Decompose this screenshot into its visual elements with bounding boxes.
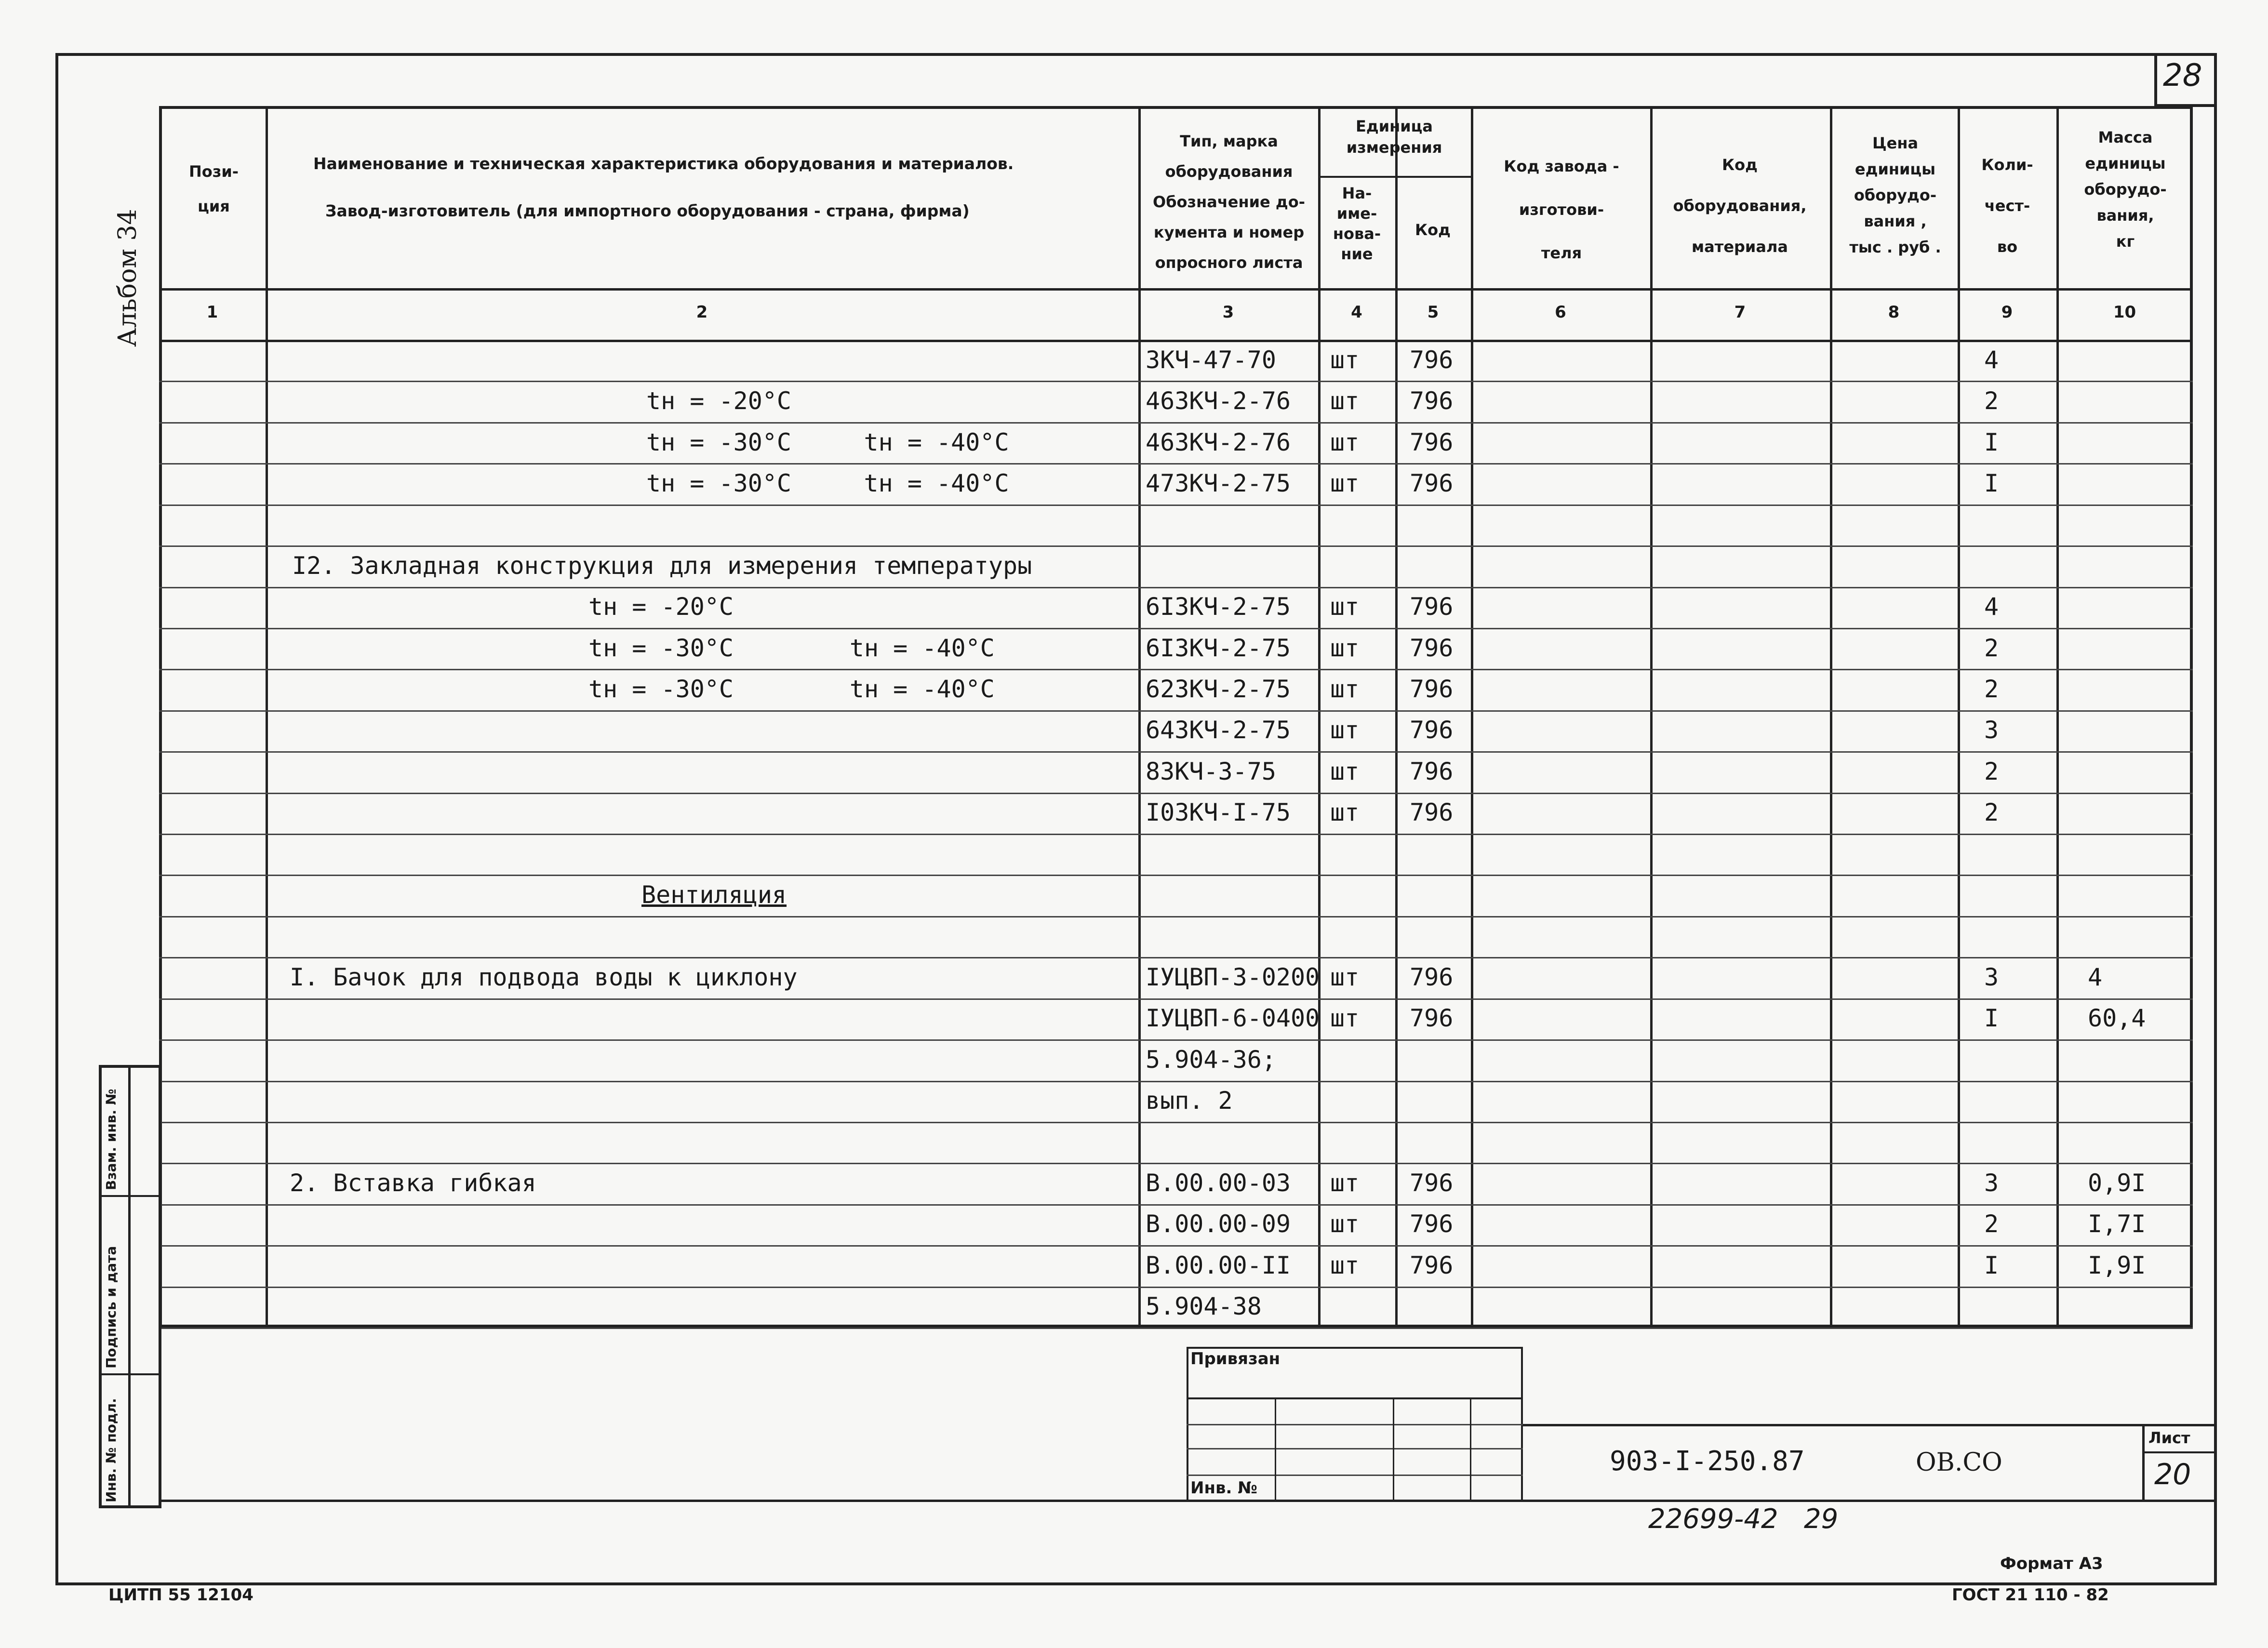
row-mass: I,7I xyxy=(2088,1210,2146,1238)
row-unit: шт xyxy=(1330,593,1360,621)
row-qty: 3 xyxy=(1984,963,1999,991)
row-unit: шт xyxy=(1330,675,1360,704)
row-name: tн = -20°С xyxy=(646,387,792,415)
row-unit-code: 796 xyxy=(1410,1210,1454,1238)
column-number: 2 xyxy=(696,303,708,322)
row-qty: 2 xyxy=(1984,798,1999,827)
row-unit-code: 796 xyxy=(1410,798,1454,827)
row-type: 83КЧ-3-75 xyxy=(1146,757,1276,785)
row-type: 3КЧ-47-70 xyxy=(1146,346,1276,374)
row-type: 623КЧ-2-75 xyxy=(1146,675,1291,704)
column-number: 3 xyxy=(1222,303,1234,322)
header-unit-name: На- име- нова- ние xyxy=(1333,184,1381,263)
row-divider xyxy=(159,793,2193,794)
column-number: 10 xyxy=(2113,303,2136,322)
format-label: Формат А3 xyxy=(2000,1554,2103,1573)
row-unit: шт xyxy=(1330,1004,1360,1033)
header-name-line1: Наименование и техническая характеристика оборудования и материалов. xyxy=(313,154,1014,173)
sheet-label: Лист xyxy=(2148,1429,2190,1447)
row-type: IУЦВП-3-0200 xyxy=(1146,963,1320,991)
row-type: IУЦВП-6-0400 xyxy=(1146,1004,1320,1033)
row-type: I03КЧ-I-75 xyxy=(1146,798,1291,827)
row-qty: 4 xyxy=(1984,593,1999,621)
row-divider xyxy=(159,505,2193,506)
row-type: 463КЧ-2-76 xyxy=(1146,387,1291,415)
row-name: 2. Вставка гибкая xyxy=(290,1169,536,1197)
row-name: tн = -30°С tн = -40°С xyxy=(646,469,1009,497)
header-unit: Единица измерения xyxy=(1346,117,1442,157)
row-divider xyxy=(159,1328,2193,1329)
row-divider xyxy=(159,916,2193,917)
side-label-vzam: Взам. инв. № xyxy=(103,1089,119,1190)
row-unit-code: 796 xyxy=(1410,593,1454,621)
row-divider xyxy=(159,545,2193,547)
column-number: 8 xyxy=(1888,303,1900,322)
row-unit: шт xyxy=(1330,757,1360,785)
row-unit: шт xyxy=(1330,963,1360,991)
row-qty: 2 xyxy=(1984,634,1999,662)
row-unit: шт xyxy=(1330,634,1360,662)
row-qty: 4 xyxy=(1984,346,1999,374)
row-divider xyxy=(159,751,2193,753)
row-name: tн = -20°С xyxy=(588,593,734,621)
row-name: tн = -30°С tн = -40°С xyxy=(588,634,995,662)
citp-label: ЦИТП 55 12104 xyxy=(108,1585,253,1605)
sheet-number: 20 xyxy=(2154,1458,2191,1491)
row-name: tн = -30°С tн = -40°С xyxy=(588,675,995,704)
row-unit-code: 796 xyxy=(1410,634,1454,662)
inv-label: Инв. № xyxy=(1190,1478,1258,1498)
row-divider xyxy=(159,834,2193,835)
row-qty: 2 xyxy=(1984,387,1999,415)
row-type: 5.904-36; xyxy=(1146,1045,1276,1074)
header-unit-code: Код xyxy=(1415,221,1451,239)
row-unit: шт xyxy=(1330,346,1360,374)
row-unit: шт xyxy=(1330,1210,1360,1238)
row-divider xyxy=(159,1122,2193,1123)
row-mass: 4 xyxy=(2088,963,2103,991)
bound-label: Привязан xyxy=(1190,1349,1281,1369)
row-divider xyxy=(159,710,2193,712)
row-qty: 2 xyxy=(1984,757,1999,785)
row-unit: шт xyxy=(1330,1251,1360,1279)
row-unit-code: 796 xyxy=(1410,428,1454,456)
album-label: Альбом 34 xyxy=(113,209,142,347)
row-unit-code: 796 xyxy=(1410,387,1454,415)
header-mass: Масса единицы оборудо- вания, кг xyxy=(2084,128,2167,251)
row-type: 6I3КЧ-2-75 xyxy=(1146,634,1291,662)
side-label-signature: Подпись и дата xyxy=(103,1246,119,1369)
row-type: 473КЧ-2-75 xyxy=(1146,469,1291,497)
column-number: 4 xyxy=(1351,303,1362,322)
row-unit-code: 796 xyxy=(1410,757,1454,785)
row-type: 643КЧ-2-75 xyxy=(1146,716,1291,744)
row-unit: шт xyxy=(1330,798,1360,827)
row-name: tн = -30°С tн = -40°С xyxy=(646,428,1009,456)
row-unit-code: 796 xyxy=(1410,716,1454,744)
row-qty: I xyxy=(1984,428,1999,456)
row-qty: 2 xyxy=(1984,675,1999,704)
row-type: 5.904-38 xyxy=(1146,1292,1262,1321)
row-unit: шт xyxy=(1330,1169,1360,1197)
column-number: 5 xyxy=(1427,303,1439,322)
column-number: 6 xyxy=(1555,303,1566,322)
row-qty: I xyxy=(1984,1004,1999,1033)
row-divider xyxy=(159,1081,2193,1082)
row-unit-code: 796 xyxy=(1410,1004,1454,1033)
header-factory-code: Код завода - изготови- теля xyxy=(1504,157,1619,262)
row-name: I2. Закладная конструкция для измерения температуры xyxy=(292,551,1032,580)
row-divider xyxy=(159,875,2193,876)
row-unit: шт xyxy=(1330,469,1360,497)
row-divider xyxy=(159,669,2193,670)
row-unit: шт xyxy=(1330,428,1360,456)
row-unit-code: 796 xyxy=(1410,1251,1454,1279)
row-qty: 3 xyxy=(1984,1169,1999,1197)
row-divider xyxy=(159,628,2193,629)
row-qty: 2 xyxy=(1984,1210,1999,1238)
row-unit: шт xyxy=(1330,387,1360,415)
section-code: ОВ.СО xyxy=(1916,1448,2002,1477)
row-divider xyxy=(159,998,2193,1000)
row-name: I. Бачок для подвода воды к циклону xyxy=(290,963,798,991)
row-divider xyxy=(159,381,2193,382)
title-block-top xyxy=(1523,1424,2217,1426)
column-number: 7 xyxy=(1734,303,1746,322)
row-divider xyxy=(159,422,2193,424)
gost-label: ГОСТ 21 110 - 82 xyxy=(1952,1585,2109,1605)
row-mass: I,9I xyxy=(2088,1251,2146,1279)
header-price: Цена единицы оборудо- вания , тыс . руб . xyxy=(1849,134,1941,256)
row-unit-code: 796 xyxy=(1410,469,1454,497)
row-mass: 0,9I xyxy=(2088,1169,2146,1197)
row-divider xyxy=(159,1245,2193,1247)
doc-code: 903-I-250.87 xyxy=(1610,1446,1805,1477)
row-divider xyxy=(159,463,2193,465)
row-divider xyxy=(159,1039,2193,1041)
column-number: 9 xyxy=(2001,303,2013,322)
row-divider xyxy=(159,587,2193,588)
header-equip-code: Код оборудования, материала xyxy=(1673,156,1807,256)
row-type: В.00.00-03 xyxy=(1146,1169,1291,1197)
row-type: В.00.00-II xyxy=(1146,1251,1291,1279)
row-qty: I xyxy=(1984,1251,1999,1279)
header-qty: Коли- чест- во xyxy=(1981,156,2033,256)
row-divider xyxy=(159,1287,2193,1288)
row-unit-code: 796 xyxy=(1410,346,1454,374)
page-number: 28 xyxy=(2163,58,2202,93)
header-type: Тип, марка оборудования Обозначение до- кумента и номер опросного листа xyxy=(1153,132,1305,272)
header-pos: Пози- ция xyxy=(188,162,239,215)
row-type: вып. 2 xyxy=(1146,1087,1233,1115)
row-divider xyxy=(159,1163,2193,1164)
row-unit-code: 796 xyxy=(1410,675,1454,704)
row-unit: шт xyxy=(1330,716,1360,744)
row-type: 6I3КЧ-2-75 xyxy=(1146,593,1291,621)
side-label-inv: Инв. № подл. xyxy=(103,1398,119,1502)
row-qty: I xyxy=(1984,469,1999,497)
header-name-line2: Завод-изготовитель (для импортного оборудования - страна, фирма) xyxy=(325,201,970,220)
row-name: Вентиляция xyxy=(641,881,787,909)
column-number: 1 xyxy=(206,303,218,322)
row-mass: 60,4 xyxy=(2088,1004,2146,1033)
row-divider xyxy=(159,957,2193,958)
row-qty: 3 xyxy=(1984,716,1999,744)
row-unit-code: 796 xyxy=(1410,963,1454,991)
handwritten-note: 22699-42 29 xyxy=(1648,1503,1839,1535)
row-unit-code: 796 xyxy=(1410,1169,1454,1197)
row-divider xyxy=(159,1204,2193,1206)
row-type: В.00.00-09 xyxy=(1146,1210,1291,1238)
row-type: 463КЧ-2-76 xyxy=(1146,428,1291,456)
